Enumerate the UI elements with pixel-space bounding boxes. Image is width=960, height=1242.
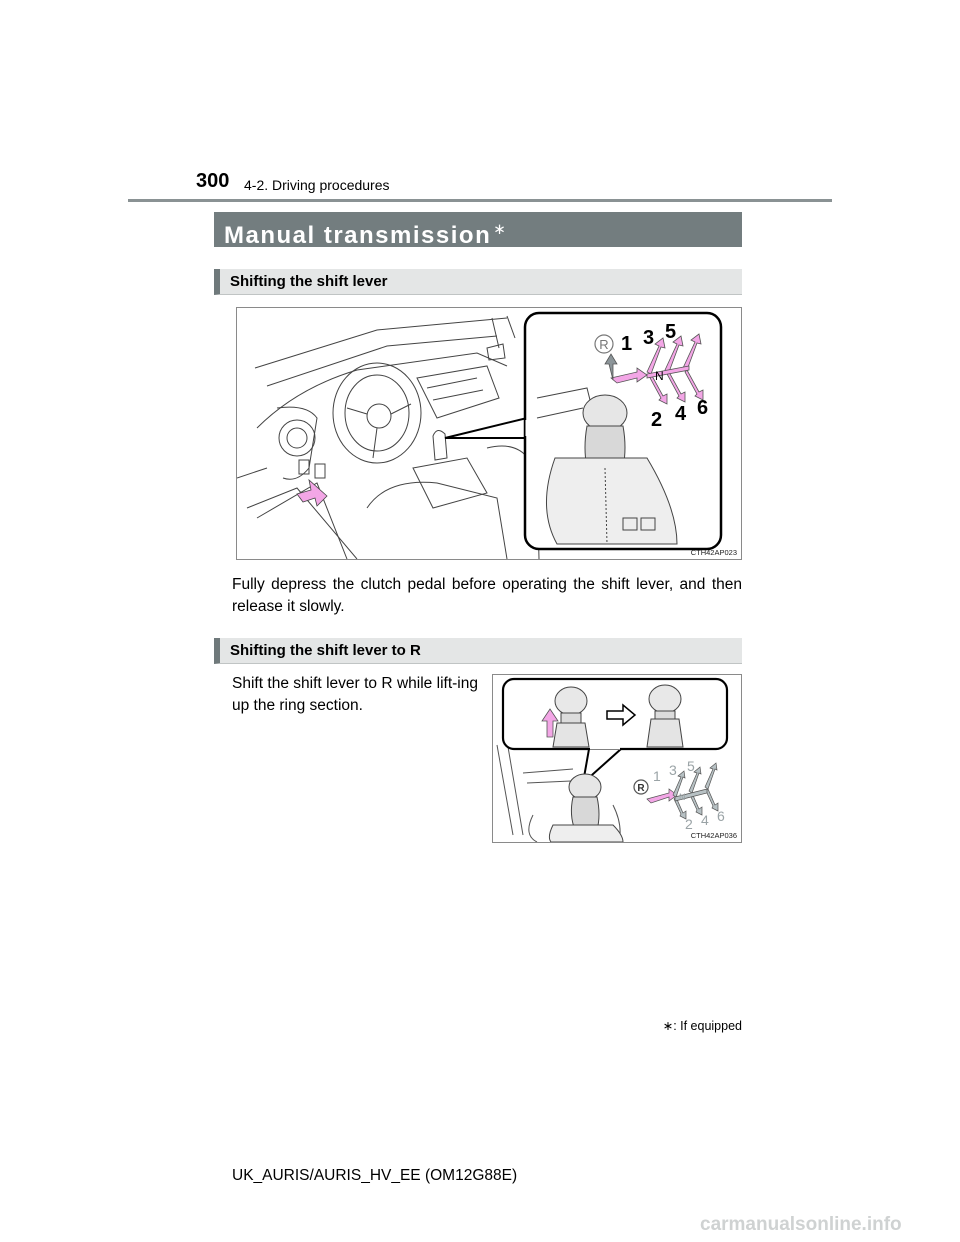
fig2-gear-5: 5 <box>687 758 695 774</box>
watermark: carmanualsonline.info <box>700 1214 902 1235</box>
fig1-gear-5: 5 <box>665 321 677 343</box>
page-number: 300 <box>196 170 230 192</box>
figure-shift-lever-cabin <box>236 307 742 560</box>
figure-shift-to-r <box>492 674 742 843</box>
fig1-gear-r: R <box>599 337 609 352</box>
body-text-shift-to-r: Shift the shift lever to R while lift-ing up the ring section. <box>232 675 478 714</box>
fig1-gear-3: 3 <box>643 327 655 349</box>
if-equipped-marker: ∗ <box>493 221 508 238</box>
body-text-shifting: Fully depress the clutch pedal before operating the shift lever, and then release it slowly. <box>232 576 742 615</box>
figure-code-1: CTH42AP023 <box>690 548 737 557</box>
section-label: 4-2. Driving procedures <box>244 177 390 193</box>
figure-code-2: CTH42AP036 <box>690 831 737 840</box>
fig2-gear-n: N <box>679 792 686 802</box>
header-rule <box>128 199 832 202</box>
footnote-marker: ∗ <box>662 1019 674 1033</box>
fig2-gear-2: 2 <box>685 816 693 832</box>
fig2-gear-4: 4 <box>701 812 709 828</box>
fig1-gear-n: N <box>655 369 664 383</box>
fig2-gear-6: 6 <box>717 808 725 824</box>
fig1-gear-4: 4 <box>675 403 687 425</box>
section-title <box>214 212 742 247</box>
subheading-shifting: Shifting the shift lever <box>214 269 742 295</box>
footnote <box>600 1018 742 1033</box>
footnote-text: : If equipped <box>673 1019 742 1033</box>
fig2-gear-1: 1 <box>653 768 661 784</box>
subheading-shifting-to-r: Shifting the shift lever to R <box>214 638 742 664</box>
fig1-gear-6: 6 <box>697 397 709 419</box>
fig2-gear-r: R <box>637 783 645 794</box>
footer-model-code: UK_AURIS/AURIS_HV_EE (OM12G88E) <box>232 1167 518 1184</box>
section-title-text: Manual transmission <box>224 222 492 249</box>
fig1-gear-1: 1 <box>621 333 633 355</box>
fig1-gear-2: 2 <box>651 409 663 431</box>
fig2-gear-3: 3 <box>669 762 677 778</box>
